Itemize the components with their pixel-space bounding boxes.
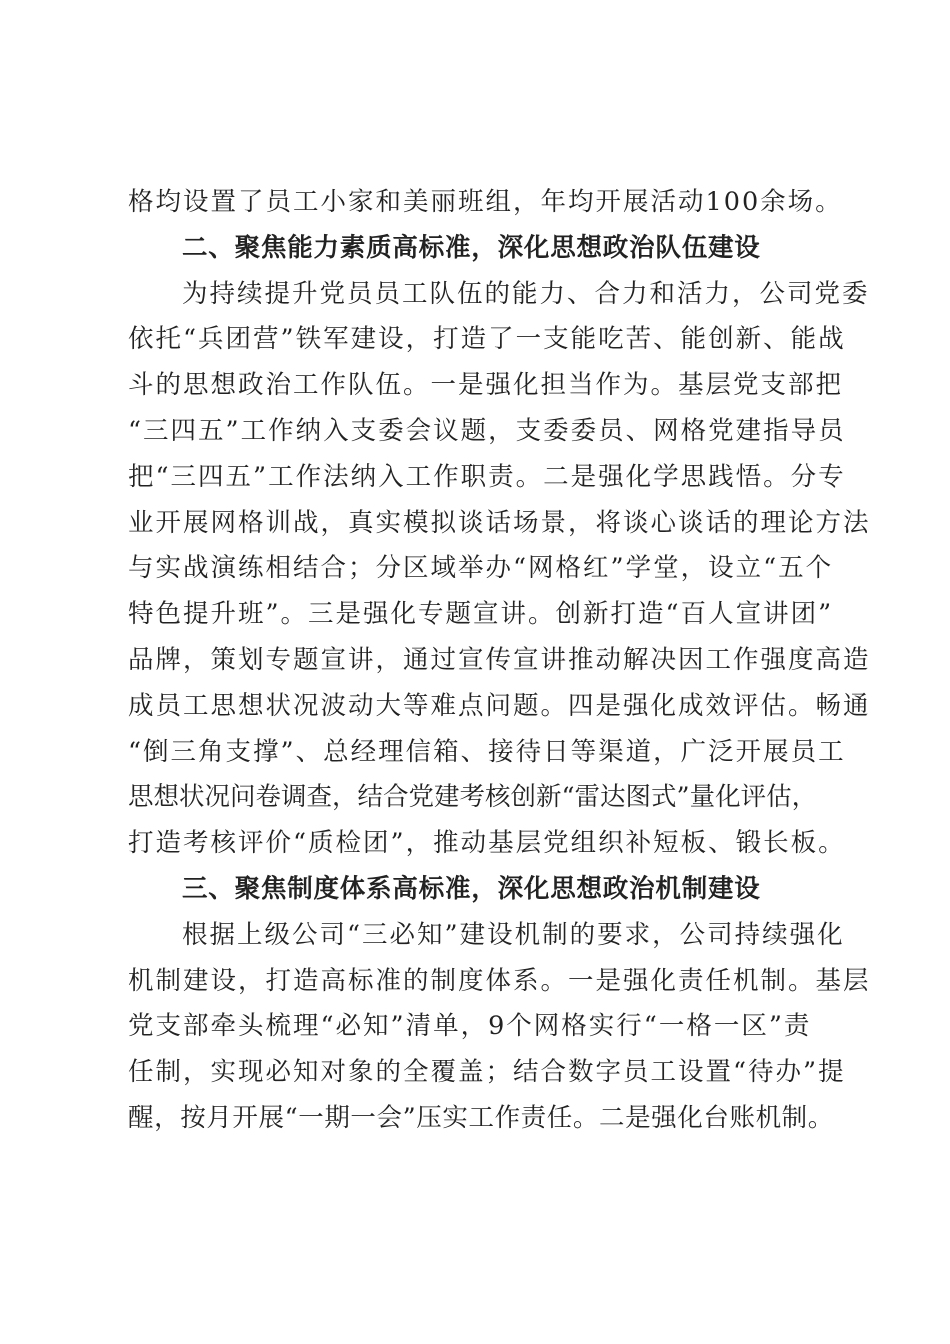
body-line: 成员工思想状况波动大等难点问题。四是强化成效评估。畅通 xyxy=(128,690,871,721)
body-line: 打造考核评价“质检团”，推动基层党组织补短板、锻长板。 xyxy=(128,828,846,859)
body-line: 品牌，策划专题宣讲，通过宣传宣讲推动解决因工作强度高造 xyxy=(128,644,871,675)
body-line: 把“三四五”工作法纳入工作职责。二是强化学思践悟。分专 xyxy=(128,461,846,492)
body-line: “三四五”工作纳入支委会议题，支委委员、网格党建指导员 xyxy=(128,415,846,446)
section-heading-2: 二、聚焦能力素质高标准，深化思想政治队伍建设 xyxy=(182,232,761,263)
body-line: 依托“兵团营”铁军建设，打造了一支能吃苦、能创新、能战 xyxy=(128,324,846,355)
document-body xyxy=(128,180,871,1142)
body-line: 党支部牵头梳理“必知”清单，9个网格实行“一格一区”责 xyxy=(128,1011,812,1042)
body-line: 格均设置了员工小家和美丽班组，年均开展活动100余场。 xyxy=(128,187,843,217)
body-line: 特色提升班”。三是强化专题宣讲。创新打造“百人宣讲团” xyxy=(128,599,834,630)
body-line: 机制建设，打造高标准的制度体系。一是强化责任机制。基层 xyxy=(128,965,871,996)
body-line: 斗的思想政治工作队伍。一是强化担当作为。基层党支部把 xyxy=(128,370,844,401)
body-line: 醒，按月开展“一期一会”压实工作责任。二是强化台账机制。 xyxy=(128,1102,834,1133)
body-line: 与实战演练相结合；分区域举办“网格红”学堂，设立“五个 xyxy=(128,553,834,584)
body-line: 思想状况问卷调查，结合党建考核创新“雷达图式”量化评估， xyxy=(128,782,818,813)
section-heading-3: 三、聚焦制度体系高标准，深化思想政治机制建设 xyxy=(182,873,761,904)
body-line: 任制，实现必知对象的全覆盖；结合数字员工设置“待办”提 xyxy=(128,1057,846,1088)
body-line: “倒三角支撑”、总经理信箱、接待日等渠道，广泛开展员工 xyxy=(128,736,846,767)
body-line: 根据上级公司“三必知”建设机制的要求，公司持续强化 xyxy=(182,919,845,950)
body-line: 为持续提升党员员工队伍的能力、合力和活力，公司党委 xyxy=(182,278,870,309)
body-line: 业开展网格训战，真实模拟谈话场景，将谈心谈话的理论方法 xyxy=(128,507,871,538)
